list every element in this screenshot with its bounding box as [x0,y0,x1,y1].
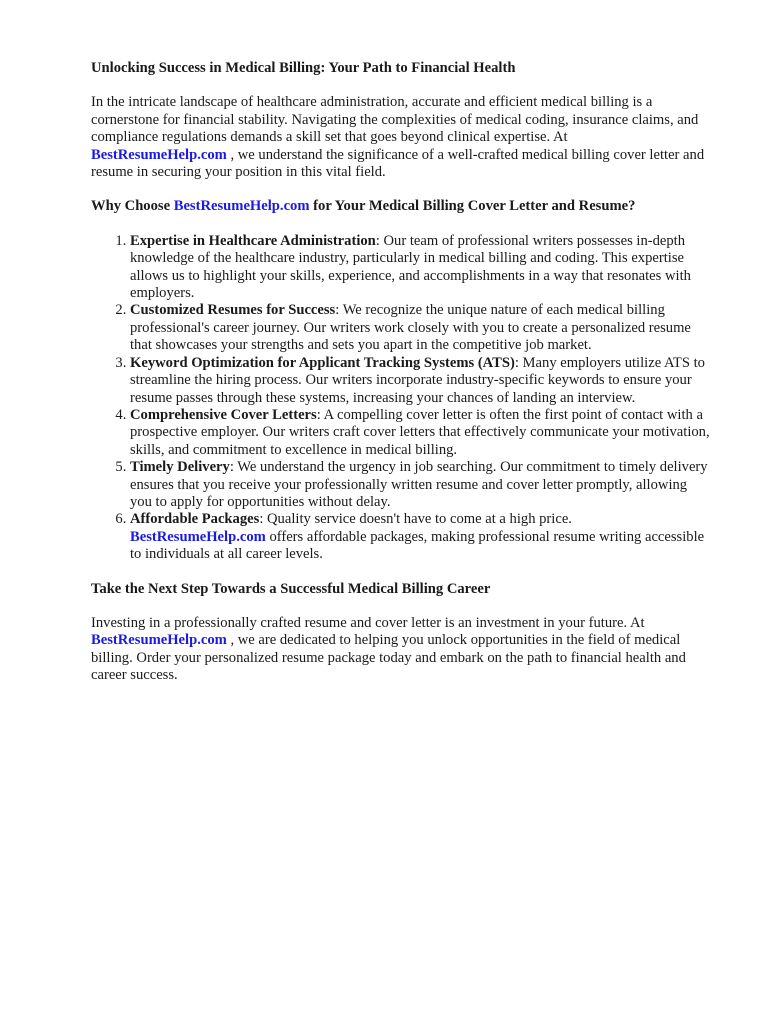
reason-label: Customized Resumes for Success [130,302,336,319]
reason-label: Comprehensive Cover Letters [130,406,317,423]
reason-text: : Quality service doesn't have to come at a high price. [259,511,572,528]
why-choose-heading [91,198,711,215]
reason-text-end: offers affordable packages, making professional resume writing accessible to individuals at all career levels. [130,528,705,563]
list-item [130,355,711,407]
closing-link[interactable]: BestResumeHelp.com [91,632,227,649]
intro-text-start: In the intricate landscape of healthcare administration, accurate and efficient medical billing is a cornerstone for financial stability. Navigating the complexities of medical coding, insurance claims, and compliance regulations demands a skill set that goes beyond clinical expertise. At [91,94,699,146]
reason-text: : Many employers utilize ATS to streamline the hiring process. Our writers incorporate industry-specific keywords to ensure your resume passes through these systems, increasing your chances of landing an interview. [130,354,705,406]
closing-text-end: , we are dedicated to helping you unlock opportunities in the field of medical billing. Order your personalized resume package today and embark on the path to financial health and career success. [91,632,686,684]
reason-label: Keyword Optimization for Applicant Tracking Systems (ATS) [130,354,515,371]
intro-link[interactable]: BestResumeHelp.com [91,146,227,163]
why-heading-start: Why Choose [91,198,171,215]
list-item [130,302,711,354]
intro-text-end: , we understand the significance of a well-crafted medical billing cover letter and resume in securing your position in this vital field. [91,146,705,181]
list-item [130,459,711,511]
reason-text: : A compelling cover letter is often the first point of contact with a prospective employer. Our writers craft cover letters that effectively communicate your motivation, skills, and commitment to excellence in medical billing. [130,406,710,458]
list-item [130,233,711,303]
reason-label: Timely Delivery [130,459,230,476]
why-heading-link[interactable]: BestResumeHelp.com [173,198,310,215]
page-title: Unlocking Success in Medical Billing: Your Path to Financial Health [91,60,516,76]
next-step-heading: Take the Next Step Towards a Successful Medical Billing Career [91,580,491,597]
why-heading-end: for Your Medical Billing Cover Letter and Resume? [313,198,636,215]
reason-text: : We understand the urgency in job searching. Our commitment to timely delivery ensures that you receive your professionally written resume and cover letter promptly, allowing you to apply for opportunities without delay. [130,459,708,510]
closing-paragraph [91,615,711,685]
reason-text: : Our team of professional writers possesses in-depth knowledge of the healthcare industry, particularly in medical billing and coding. This expertise allows us to highlight your skills, experience, and accomplishments in a way that resonates with employers. [130,232,691,302]
affordable-link[interactable]: BestResumeHelp.com [130,528,266,545]
closing-text-start: Investing in a professionally crafted resume and cover letter is an investment in your future. At [91,614,645,631]
intro-paragraph [91,94,711,181]
reason-label: Affordable Packages [130,511,260,528]
list-item [130,407,711,459]
document-page [91,60,711,685]
reason-text: : We recognize the unique nature of each medical billing professional's career journey. Our writers work closely with you to create a personalized resume that showcases your strengths and sets you apart in the competitive job market. [130,302,691,354]
reason-label: Expertise in Healthcare Administration [130,232,376,249]
reasons-list [91,233,711,564]
list-item [130,511,711,563]
